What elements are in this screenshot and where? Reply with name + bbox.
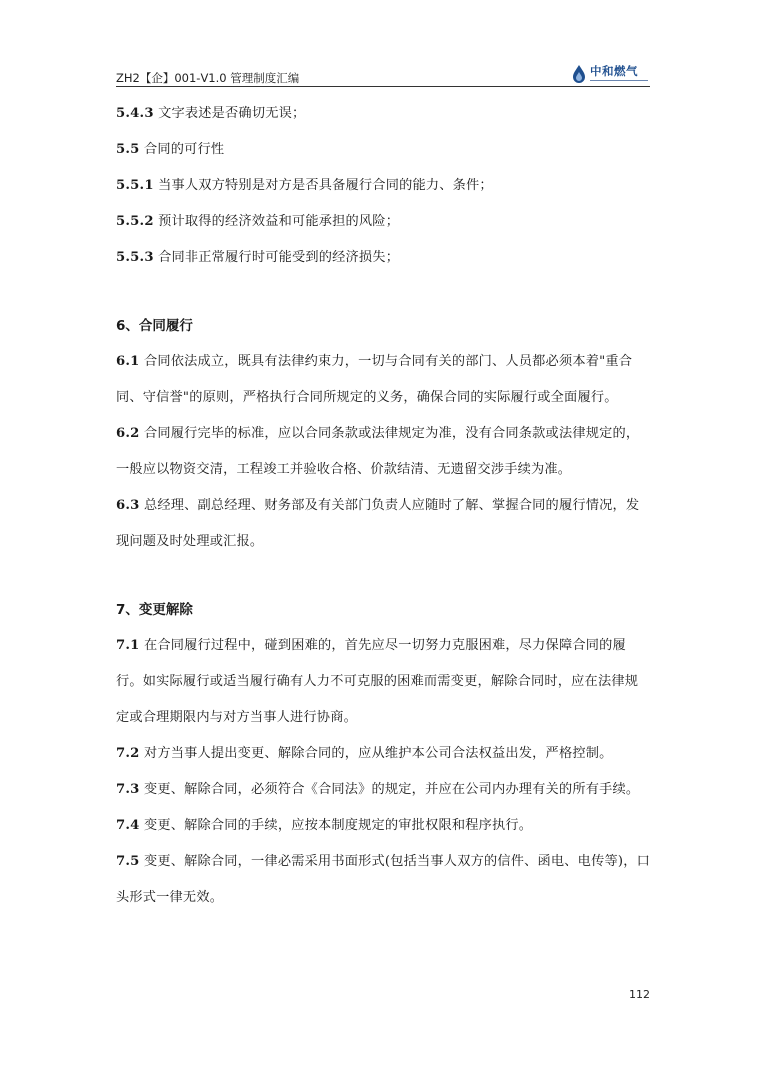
- clause-number: 7.4: [116, 818, 140, 833]
- page-header: [116, 62, 650, 86]
- clause-text: 变更、解除合同的手续，应按本制度规定的审批权限和程序执行。: [139, 818, 533, 833]
- clause-text: 变更、解除合同，一律必需采用书面形式(包括当事人双方的信件、函电、电传等)，口头形式一律无效。: [116, 854, 650, 905]
- spacer: [116, 560, 650, 592]
- clause-7-1: [116, 628, 650, 736]
- clause-number: 7.1: [116, 638, 140, 653]
- clause-text: 变更、解除合同，必须符合《合同法》的规定，并应在公司内办理有关的所有手续。: [139, 782, 640, 797]
- clause-number: 5.5: [116, 142, 140, 157]
- clause-text: 合同履行完毕的标准，应以合同条款或法律规定为准，没有合同条款或法律规定的，一般应以物资交清，工程竣工并验收合格、价款结清、无遗留交涉手续为准。: [116, 426, 640, 477]
- clause-text: 在合同履行过程中，碰到困难的，首先应尽一切努力克服困难，尽力保障合同的履行。如实际履行或适当履行确有人力不可克服的困难而需变更，解除合同时，应在法律规定或合理期限内与对方当事人进行协商。: [116, 638, 639, 725]
- clause-5-5-3: [116, 240, 650, 276]
- clause-number: 5.5.1: [116, 178, 154, 193]
- clause-5-5: [116, 132, 650, 168]
- clause-7-2: [116, 736, 650, 772]
- clause-text: 对方当事人提出变更、解除合同的，应从维护本公司合法权益出发，严格控制。: [139, 746, 613, 761]
- clause-number: 6.2: [116, 426, 140, 441]
- clause-number: 6.3: [116, 498, 140, 513]
- clause-5-4-3: [116, 96, 650, 132]
- clause-number: 7.2: [116, 746, 140, 761]
- header-divider: [116, 86, 650, 87]
- clause-5-5-1: [116, 168, 650, 204]
- clause-text: 合同非正常履行时可能受到的经济损失；: [153, 250, 400, 265]
- header-title: ZH2【企】001-V1.0 管理制度汇编: [116, 71, 300, 85]
- spacer: [116, 276, 650, 308]
- company-logo: [571, 62, 648, 86]
- clause-6-3: [116, 488, 650, 560]
- clause-number: 5.4.3: [116, 106, 154, 121]
- clause-text: 合同的可行性: [139, 142, 225, 157]
- page-number: 112: [629, 988, 650, 1001]
- clause-number: 5.5.3: [116, 250, 154, 265]
- section-heading-7: 7、变更解除: [116, 602, 193, 618]
- clause-6-2: [116, 416, 650, 488]
- flame-drop-icon: [571, 64, 587, 84]
- clause-number: 7.5: [116, 854, 140, 869]
- clause-text: 预计取得的经济效益和可能承担的风险；: [153, 214, 400, 229]
- clause-text: 当事人双方特别是对方是否具备履行合同的能力、条件；: [153, 178, 493, 193]
- clause-text: 文字表述是否确切无误；: [153, 106, 306, 121]
- section-heading-6: 6、合同履行: [116, 318, 193, 334]
- clause-number: 6.1: [116, 354, 140, 369]
- clause-7-3: [116, 772, 650, 808]
- clause-6-1: [116, 344, 650, 416]
- document-body: [116, 96, 650, 916]
- clause-text: 总经理、副总经理、财务部及有关部门负责人应随时了解、掌握合同的履行情况，发现问题及时处理或汇报。: [116, 498, 640, 549]
- clause-7-4: [116, 808, 650, 844]
- clause-7-5: [116, 844, 650, 916]
- clause-text: 合同依法成立，既具有法律约束力，一切与合同有关的部门、人员都必须本着"重合同、守信誉"的原则，严格执行合同所规定的义务，确保合同的实际履行或全面履行。: [116, 354, 633, 405]
- logo-underline: [590, 80, 648, 83]
- logo-text-wrap: [590, 65, 648, 83]
- clause-number: 7.3: [116, 782, 140, 797]
- clause-5-5-2: [116, 204, 650, 240]
- clause-number: 5.5.2: [116, 214, 154, 229]
- logo-text: 中和燃气: [590, 64, 638, 78]
